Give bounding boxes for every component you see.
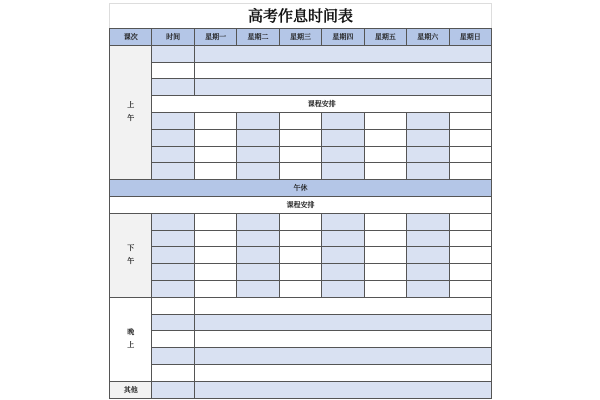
- schedule-cell[interactable]: [279, 163, 321, 180]
- table-row: [110, 79, 492, 96]
- schedule-cell[interactable]: [152, 79, 194, 96]
- schedule-cell[interactable]: [449, 247, 492, 264]
- schedule-cell[interactable]: [364, 146, 406, 163]
- schedule-cell[interactable]: [449, 163, 492, 180]
- schedule-cell[interactable]: [364, 163, 406, 180]
- schedule-cell[interactable]: [364, 247, 406, 264]
- header-row: [110, 29, 492, 46]
- header-cell: 星期六: [407, 29, 449, 46]
- table-row: [110, 196, 492, 213]
- schedule-cell[interactable]: [152, 62, 194, 79]
- header-cell: 星期四: [322, 29, 364, 46]
- schedule-cell[interactable]: [152, 230, 194, 247]
- schedule-cell[interactable]: [407, 264, 449, 281]
- schedule-cell[interactable]: [407, 146, 449, 163]
- table-row: [110, 247, 492, 264]
- table-row: [110, 364, 492, 381]
- table-row: [110, 96, 492, 113]
- schedule-cell[interactable]: [279, 213, 321, 230]
- schedule-cell[interactable]: [194, 314, 491, 331]
- table-row: [110, 129, 492, 146]
- schedule-cell[interactable]: [194, 247, 236, 264]
- schedule-cell[interactable]: [279, 146, 321, 163]
- schedule-cell[interactable]: [364, 129, 406, 146]
- schedule-cell[interactable]: [194, 331, 491, 348]
- schedule-cell[interactable]: [194, 62, 491, 79]
- header-cell: 星期五: [364, 29, 406, 46]
- schedule-cell[interactable]: [407, 230, 449, 247]
- schedule-cell[interactable]: [237, 280, 279, 297]
- schedule-cell[interactable]: [194, 381, 491, 398]
- schedule-cell[interactable]: [152, 314, 194, 331]
- schedule-cell[interactable]: [152, 381, 194, 398]
- header-cell: 时间: [152, 29, 194, 46]
- schedule-cell[interactable]: [322, 264, 364, 281]
- schedule-table: [109, 28, 492, 399]
- schedule-cell[interactable]: [152, 163, 194, 180]
- header-cell: 星期日: [449, 29, 492, 46]
- schedule-cell[interactable]: [237, 146, 279, 163]
- table-row: [110, 348, 492, 365]
- schedule-cell[interactable]: [364, 230, 406, 247]
- schedule-cell[interactable]: [152, 297, 194, 314]
- schedule-cell[interactable]: [364, 280, 406, 297]
- schedule-cell[interactable]: [237, 163, 279, 180]
- schedule-cell[interactable]: [322, 129, 364, 146]
- table-row: [110, 314, 492, 331]
- schedule-cell[interactable]: [194, 112, 236, 129]
- schedule-cell[interactable]: [152, 129, 194, 146]
- schedule-cell[interactable]: [279, 112, 321, 129]
- schedule-cell[interactable]: [364, 213, 406, 230]
- header-cell: 星期三: [279, 29, 321, 46]
- schedule-cell[interactable]: [322, 230, 364, 247]
- table-row: [110, 381, 492, 398]
- table-row: [110, 331, 492, 348]
- schedule-cell[interactable]: [407, 163, 449, 180]
- schedule-cell[interactable]: [237, 112, 279, 129]
- schedule-cell[interactable]: [194, 364, 491, 381]
- schedule-cell[interactable]: [449, 129, 492, 146]
- period-morning: 上 午: [110, 45, 152, 179]
- schedule-cell[interactable]: [407, 129, 449, 146]
- schedule-cell[interactable]: [152, 364, 194, 381]
- header-cell: 星期二: [237, 29, 279, 46]
- schedule-cell[interactable]: [152, 213, 194, 230]
- schedule-cell[interactable]: [449, 213, 492, 230]
- table-row: [110, 146, 492, 163]
- schedule-cell[interactable]: [449, 230, 492, 247]
- table-row: [110, 163, 492, 180]
- schedule-cell[interactable]: [322, 163, 364, 180]
- schedule-cell[interactable]: [237, 129, 279, 146]
- schedule-cell[interactable]: [194, 348, 491, 365]
- schedule-cell[interactable]: [279, 129, 321, 146]
- table-row: [110, 280, 492, 297]
- schedule-cell[interactable]: [194, 163, 236, 180]
- schedule-cell[interactable]: [237, 213, 279, 230]
- schedule-cell[interactable]: [407, 247, 449, 264]
- period-evening: 晚 上: [110, 297, 152, 381]
- schedule-cell[interactable]: [152, 280, 194, 297]
- period-other: 其他: [110, 381, 152, 398]
- schedule-cell[interactable]: [194, 146, 236, 163]
- schedule-cell[interactable]: [152, 331, 194, 348]
- period-afternoon: 下 午: [110, 213, 152, 297]
- schedule-cell[interactable]: [152, 264, 194, 281]
- schedule-cell[interactable]: [322, 280, 364, 297]
- schedule-cell[interactable]: [194, 129, 236, 146]
- label-cell: 午休: [110, 180, 492, 197]
- table-row: [110, 180, 492, 197]
- schedule-cell[interactable]: [407, 280, 449, 297]
- schedule-cell[interactable]: [152, 247, 194, 264]
- schedule-cell[interactable]: [322, 213, 364, 230]
- schedule-cell[interactable]: [152, 348, 194, 365]
- table-row: [110, 230, 492, 247]
- schedule-cell[interactable]: [449, 146, 492, 163]
- table-row: [110, 112, 492, 129]
- schedule-cell[interactable]: [152, 146, 194, 163]
- label-cell: 课程安排: [152, 96, 492, 113]
- schedule-cell[interactable]: [279, 230, 321, 247]
- schedule-cell[interactable]: [407, 213, 449, 230]
- schedule-cell[interactable]: [237, 247, 279, 264]
- schedule-cell[interactable]: [322, 146, 364, 163]
- schedule-cell[interactable]: [152, 112, 194, 129]
- schedule-cell[interactable]: [194, 297, 491, 314]
- schedule-cell[interactable]: [194, 230, 236, 247]
- schedule-cell[interactable]: [322, 247, 364, 264]
- schedule-cell[interactable]: [194, 45, 491, 62]
- table-row: [110, 45, 492, 62]
- schedule-cell[interactable]: [407, 112, 449, 129]
- schedule-cell[interactable]: [194, 79, 491, 96]
- schedule-cell[interactable]: [279, 264, 321, 281]
- schedule-cell[interactable]: [194, 280, 236, 297]
- schedule-cell[interactable]: [449, 112, 492, 129]
- schedule-cell[interactable]: [237, 264, 279, 281]
- label-cell: 课程安排: [110, 196, 492, 213]
- schedule-cell[interactable]: [322, 112, 364, 129]
- schedule-cell[interactable]: [194, 264, 236, 281]
- schedule-cell[interactable]: [449, 280, 492, 297]
- schedule-cell[interactable]: [364, 112, 406, 129]
- header-cell: 星期一: [194, 29, 236, 46]
- schedule-cell[interactable]: [194, 213, 236, 230]
- schedule-cell[interactable]: [364, 264, 406, 281]
- table-row: [110, 297, 492, 314]
- table-row: [110, 213, 492, 230]
- schedule-cell[interactable]: [279, 247, 321, 264]
- header-cell: 课次: [110, 29, 152, 46]
- page-title: 高考作息时间表: [109, 3, 492, 28]
- schedule-cell[interactable]: [449, 264, 492, 281]
- schedule-sheet: [109, 3, 492, 399]
- schedule-cell[interactable]: [279, 280, 321, 297]
- schedule-cell[interactable]: [152, 45, 194, 62]
- table-row: [110, 62, 492, 79]
- schedule-cell[interactable]: [237, 230, 279, 247]
- table-row: [110, 264, 492, 281]
